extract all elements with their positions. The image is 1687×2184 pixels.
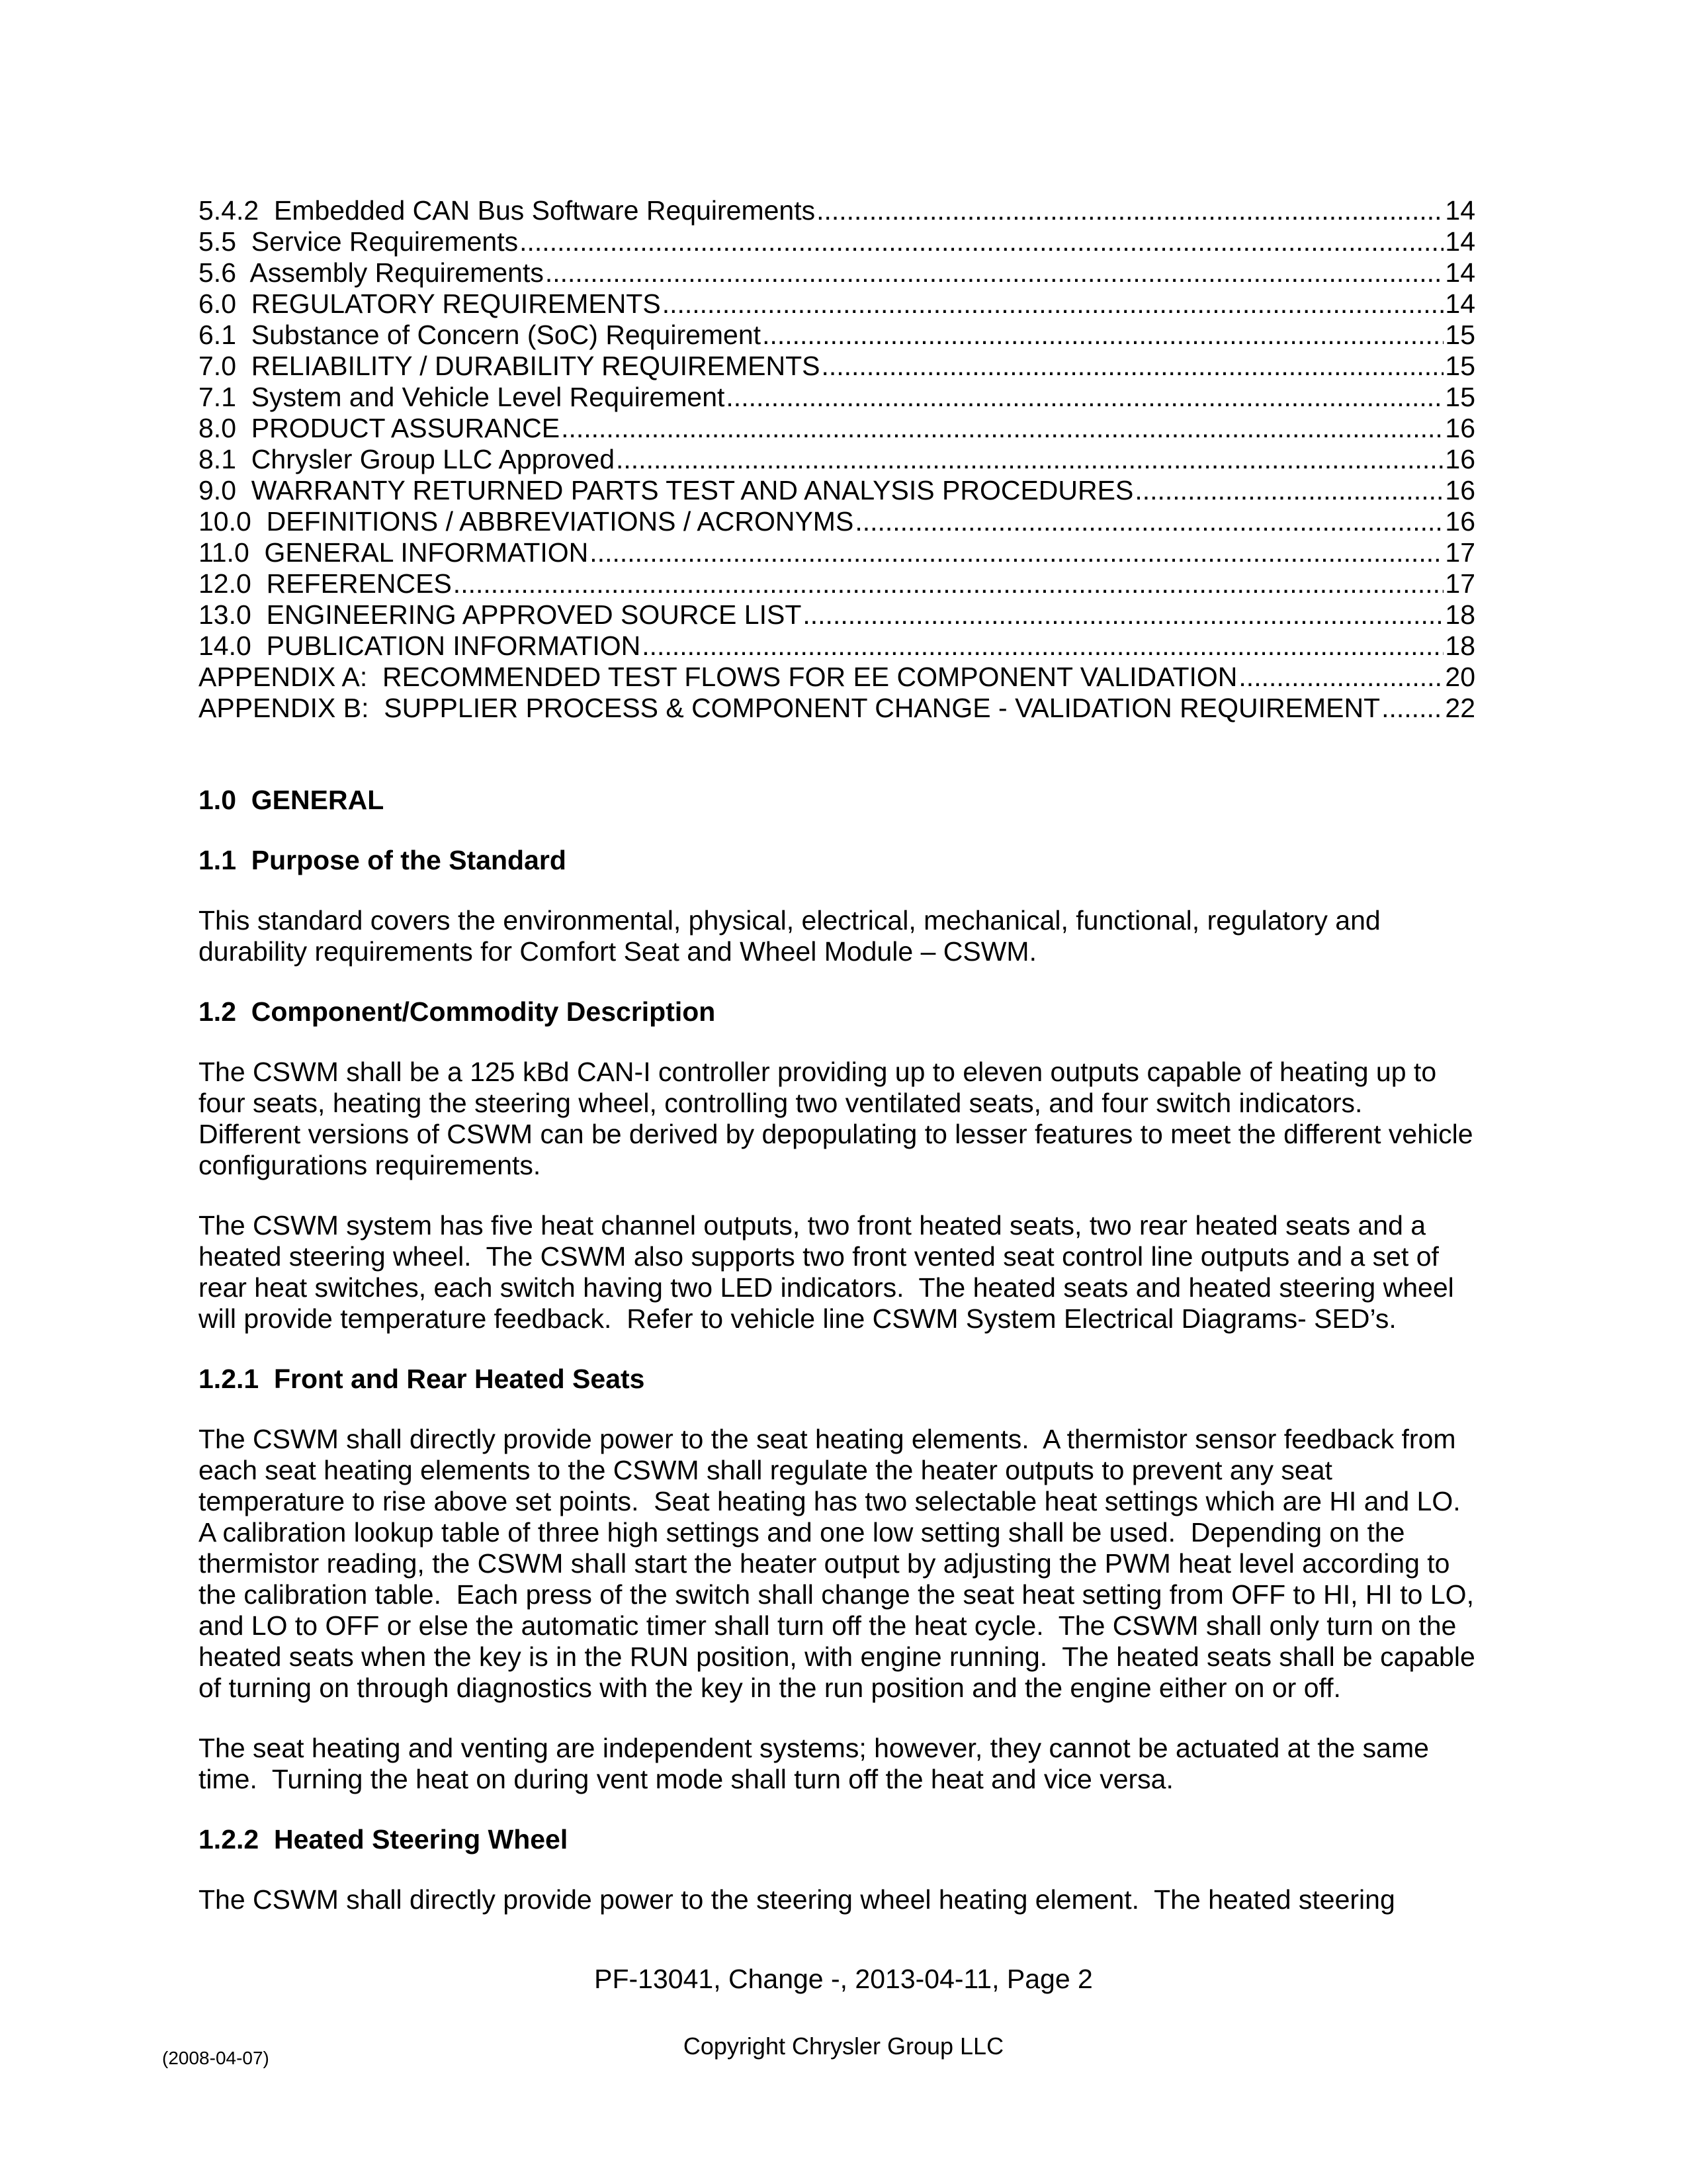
table-of-contents (198, 195, 1475, 724)
toc-entry-label: 5.4.2 Embedded CAN Bus Software Requirements (198, 195, 816, 226)
toc-entry (198, 351, 1475, 382)
toc-entry-page: 16 (1445, 413, 1475, 443)
paragraph-heated-seats-1: The CSWM shall directly provide power to the seat heating elements. A thermistor sensor feedback from each seat heating elements to the CSWM shall regulate the heater outputs to prevent any seat temperature to rise above set points. Seat heating has two selectable heat settings which are HI and LO. A calibration lookup table of three high settings and one low setting shall be used. Depending on the thermistor reading, the CSWM shall start the heater output by adjusting the PWM heat level according to the calibration table. Each press of the switch shall change the seat heat setting from OFF to HI, HI to LO, and LO to OFF or else the automatic timer shall turn off the heat cycle. The CSWM shall only turn on the heated seats when the key is in the RUN position, with engine running. The heated seats shall be capable of turning on through diagnostics with the key in the run position and the engine either on or off. (198, 1424, 1483, 1703)
toc-entry-label: 5.6 Assembly Requirements (198, 257, 544, 288)
toc-entry-label: 14.0 PUBLICATION INFORMATION (198, 631, 641, 661)
toc-leader-dots (726, 382, 1444, 413)
toc-entry-page: 18 (1445, 631, 1475, 661)
toc-entry-page: 18 (1445, 599, 1475, 630)
toc-leader-dots (1381, 693, 1444, 724)
toc-entry (198, 693, 1475, 724)
toc-entry (198, 631, 1475, 662)
section-heading-heated-steering-wheel: 1.2.2 Heated Steering Wheel (198, 1824, 568, 1855)
footer-document-id: PF-13041, Change -, 2013-04-11, Page 2 (594, 1964, 1093, 1994)
toc-entry (198, 288, 1475, 320)
section-heading-component-description: 1.2 Component/Commodity Description (198, 996, 716, 1027)
toc-entry (198, 568, 1475, 599)
toc-leader-dots (1238, 662, 1444, 693)
toc-entry-label: 12.0 REFERENCES (198, 568, 452, 599)
toc-entry-label: 11.0 GENERAL INFORMATION (198, 537, 589, 568)
toc-entry-page: 17 (1445, 537, 1475, 568)
toc-entry-label: 8.1 Chrysler Group LLC Approved (198, 444, 615, 474)
toc-entry-page: 14 (1445, 226, 1475, 257)
paragraph-purpose: This standard covers the environmental, physical, electrical, mechanical, functional, regulatory and durability requirements for Comfort Seat and Wheel Module – CSWM. (198, 905, 1389, 967)
toc-entry-page: 16 (1445, 444, 1475, 474)
toc-entry-page: 17 (1445, 568, 1475, 599)
toc-entry-label: 8.0 PRODUCT ASSURANCE (198, 413, 560, 443)
toc-entry (198, 257, 1475, 288)
footer-revision-date: (2008-04-07) (162, 2048, 269, 2068)
toc-entry-page: 16 (1445, 475, 1475, 505)
toc-entry-label: 7.0 RELIABILITY / DURABILITY REQUIREMENTS (198, 351, 820, 381)
toc-leader-dots (1135, 475, 1444, 506)
section-heading-general: 1.0 GENERAL (198, 785, 384, 815)
footer-copyright: Copyright Chrysler Group LLC (683, 2032, 1004, 2060)
toc-leader-dots (802, 599, 1444, 631)
toc-entry-label: 13.0 ENGINEERING APPROVED SOURCE LIST (198, 599, 802, 630)
toc-entry (198, 226, 1475, 257)
section-heading-heated-seats: 1.2.1 Front and Rear Heated Seats (198, 1364, 645, 1394)
toc-leader-dots (545, 257, 1444, 288)
toc-entry-page: 16 (1445, 506, 1475, 537)
toc-entry (198, 506, 1475, 537)
toc-leader-dots (453, 568, 1444, 599)
toc-leader-dots (616, 444, 1444, 475)
page-content (198, 195, 1483, 1915)
toc-leader-dots (816, 195, 1444, 226)
paragraph-heated-steering-wheel: The CSWM shall directly provide power to the steering wheel heating element. The heated steering (198, 1884, 1395, 1915)
toc-entry (198, 537, 1475, 568)
toc-entry-label: APPENDIX B: SUPPLIER PROCESS & COMPONENT CHANGE - VALIDATION REQUIREMENT (198, 693, 1381, 723)
toc-entry-page: 15 (1445, 382, 1475, 412)
toc-entry (198, 195, 1475, 226)
toc-leader-dots (762, 320, 1444, 351)
section-heading-purpose: 1.1 Purpose of the Standard (198, 845, 566, 875)
paragraph-component-description-2: The CSWM system has five heat channel outputs, two front heated seats, two rear heated seats and a heated steering wheel. The CSWM also supports two front vented seat control line outputs and a set of rear heat switches, each switch having two LED indicators. The heated seats and heated steering wheel will provide temperature feedback. Refer to vehicle line CSWM System Electrical Diagrams- SED’s. (198, 1210, 1462, 1334)
toc-leader-dots (855, 506, 1444, 537)
toc-entry-label: APPENDIX A: RECOMMENDED TEST FLOWS FOR EE COMPONENT VALIDATION (198, 662, 1238, 692)
toc-leader-dots (561, 413, 1444, 444)
toc-entry-label: 6.0 REGULATORY REQUIREMENTS (198, 288, 661, 319)
paragraph-heated-seats-2: The seat heating and venting are independent systems; however, they cannot be actuated at the same time. Turning the heat on during vent mode shall turn off the heat and vice versa. (198, 1733, 1437, 1794)
toc-leader-dots (589, 537, 1444, 568)
toc-entry (198, 382, 1475, 413)
toc-entry-label: 9.0 WARRANTY RETURNED PARTS TEST AND ANALYSIS PROCEDURES (198, 475, 1134, 505)
paragraph-component-description-1: The CSWM shall be a 125 kBd CAN-I controller providing up to eleven outputs capable of heating up to four seats, heating the steering wheel, controlling two ventilated seats, and four switch indicators. Different versions of CSWM can be derived by depopulating to lesser features to meet the different vehicle configurations requirements. (198, 1057, 1481, 1180)
toc-entry-label: 6.1 Substance of Concern (SoC) Requirement (198, 320, 761, 350)
toc-entry (198, 475, 1475, 506)
toc-entry (198, 444, 1475, 475)
toc-entry-page: 14 (1445, 288, 1475, 319)
toc-entry (198, 662, 1475, 693)
toc-entry-page: 15 (1445, 320, 1475, 350)
toc-entry-label: 10.0 DEFINITIONS / ABBREVIATIONS / ACRONYMS (198, 506, 854, 537)
toc-leader-dots (519, 226, 1444, 257)
toc-entry-page: 14 (1445, 195, 1475, 226)
toc-entry-page: 22 (1445, 693, 1475, 723)
toc-leader-dots (642, 631, 1444, 662)
toc-entry-page: 15 (1445, 351, 1475, 381)
toc-entry-page: 14 (1445, 257, 1475, 288)
toc-leader-dots (821, 351, 1444, 382)
toc-entry-label: 7.1 System and Vehicle Level Requirement (198, 382, 725, 412)
toc-entry-label: 5.5 Service Requirements (198, 226, 519, 257)
toc-entry (198, 413, 1475, 444)
toc-leader-dots (662, 288, 1444, 320)
toc-entry (198, 320, 1475, 351)
toc-entry-page: 20 (1445, 662, 1475, 692)
toc-entry (198, 599, 1475, 631)
